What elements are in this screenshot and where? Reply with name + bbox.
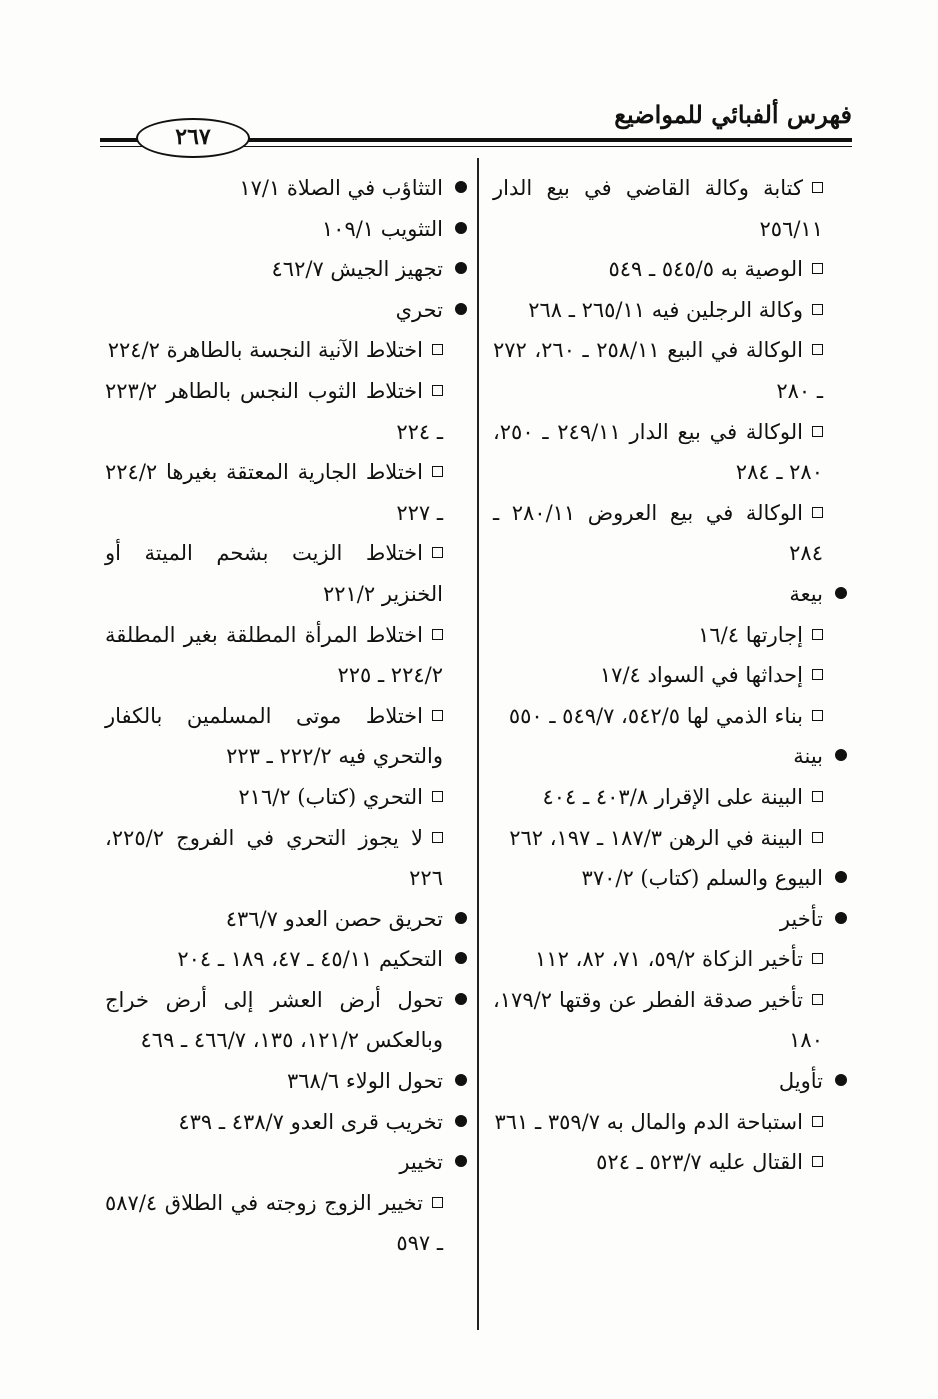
entry-text: البينة في الرهن ١٨٧/٣ ـ ١٩٧، ٢٦٢ bbox=[509, 825, 803, 850]
entry-text: تحري bbox=[395, 297, 443, 322]
index-subentry bbox=[105, 1183, 443, 1264]
bullet-icon bbox=[455, 1115, 467, 1127]
index-entry bbox=[105, 168, 443, 209]
entry-text: وكالة الرجلين فيه ٢٦٥/١١ ـ ٢٦٨ bbox=[528, 297, 803, 322]
entry-text: التثاؤب في الصلاة ١٧/١ bbox=[239, 176, 443, 200]
index-entry bbox=[105, 209, 443, 250]
entry-text: القتال عليه ٥٢٣/٧ ـ ٥٢٤ bbox=[596, 1150, 803, 1175]
square-bullet-icon bbox=[432, 710, 443, 721]
index-subentry bbox=[493, 412, 823, 493]
square-bullet-icon bbox=[432, 385, 443, 396]
index-subentry bbox=[105, 330, 443, 371]
entry-text: الوكالة في بيع الدار ٢٤٩/١١ ـ ٢٥٠، ٢٨٠ ـ ٢٨٤ bbox=[493, 419, 823, 485]
page-header bbox=[100, 96, 852, 158]
entry-text: تأخير صدقة الفطر عن وقتها ١٧٩/٢، ١٨٠ bbox=[493, 987, 823, 1053]
index-subentry bbox=[493, 655, 823, 696]
index-subentry bbox=[493, 168, 823, 249]
entry-text: بيعة bbox=[789, 581, 823, 606]
entry-text: إجارتها ١٦/٤ bbox=[698, 622, 803, 647]
square-bullet-icon bbox=[812, 426, 823, 437]
index-entry bbox=[105, 1142, 443, 1183]
entry-text: اختلاط موتى المسلمين بالكفار والتحري فيه ٢٢٢/٢ ـ ٢٢٣ bbox=[105, 703, 443, 769]
square-bullet-icon bbox=[812, 832, 823, 843]
square-bullet-icon bbox=[812, 710, 823, 721]
index-subentry bbox=[493, 980, 823, 1061]
square-bullet-icon bbox=[432, 832, 443, 843]
entry-text: بناء الذمي لها ٥٤٢/٥، ٥٤٩/٧ ـ ٥٥٠ bbox=[508, 703, 803, 728]
index-entry bbox=[105, 1102, 443, 1143]
index-column-right bbox=[493, 168, 823, 1183]
square-bullet-icon bbox=[812, 263, 823, 274]
bullet-icon bbox=[835, 587, 847, 599]
column-divider bbox=[477, 158, 479, 1330]
entry-text: اختلاط الثوب النجس بالطاهر ٢٢٣/٢ ـ ٢٢٤ bbox=[105, 378, 443, 444]
bullet-icon bbox=[455, 262, 467, 274]
entry-text: استباحة الدم والمال به ٣٥٩/٧ ـ ٣٦١ bbox=[494, 1109, 803, 1134]
index-entry bbox=[105, 290, 443, 331]
index-column-left bbox=[105, 168, 443, 1264]
entry-text: كتابة وكالة القاضي في بيع الدار ٢٥٦/١١ bbox=[493, 176, 823, 241]
entry-text: الوكالة في البيع ٢٥٨/١١ ـ ٢٦٠، ٢٧٢ ـ ٢٨٠ bbox=[493, 338, 823, 403]
entry-text: اختلاط المرأة المطلقة بغير المطلقة ٢٢٤/٢ ـ ٢٢٥ bbox=[105, 622, 443, 688]
square-bullet-icon bbox=[432, 791, 443, 802]
index-entry bbox=[105, 249, 443, 290]
entry-text: تأويل bbox=[778, 1069, 823, 1094]
entry-text: تخيير الزوج زوجته في الطلاق ٥٨٧/٤ ـ ٥٩٧ bbox=[105, 1190, 443, 1256]
bullet-icon bbox=[455, 1155, 467, 1167]
entry-text: تخيير bbox=[399, 1150, 443, 1175]
bullet-icon bbox=[455, 993, 467, 1005]
square-bullet-icon bbox=[432, 344, 443, 355]
bullet-icon bbox=[455, 1074, 467, 1086]
square-bullet-icon bbox=[432, 466, 443, 477]
entry-text: إحداثها في السواد ١٧/٤ bbox=[599, 663, 803, 688]
square-bullet-icon bbox=[812, 182, 823, 193]
entry-text: تجهيز الجيش ٤٦٢/٧ bbox=[271, 257, 443, 282]
index-subentry bbox=[493, 330, 823, 411]
index-subentry bbox=[105, 777, 443, 818]
index-entry bbox=[493, 736, 823, 777]
entry-text: البينة على الإقرار ٤٠٣/٨ ـ ٤٠٤ bbox=[542, 784, 803, 809]
entry-text: اختلاط الآنية النجسة بالطاهرة ٢٢٤/٢ bbox=[107, 338, 423, 363]
entry-text: التثويب ١٠٩/١ bbox=[321, 216, 443, 241]
entry-text: اختلاط الجارية المعتقة بغيرها ٢٢٤/٢ ـ ٢٢٧ bbox=[105, 460, 443, 525]
bullet-icon bbox=[835, 749, 847, 761]
index-subentry bbox=[105, 818, 443, 899]
index-subentry bbox=[493, 493, 823, 574]
index-entry bbox=[105, 980, 443, 1061]
index-subentry bbox=[493, 939, 823, 980]
entry-text: الوصية به ٥٤٥/٥ ـ ٥٤٩ bbox=[608, 257, 803, 282]
entry-text: تأخير الزكاة ٥٩/٢، ٧١، ٨٢، ١١٢ bbox=[535, 947, 803, 972]
square-bullet-icon bbox=[812, 994, 823, 1005]
square-bullet-icon bbox=[432, 1197, 443, 1208]
page-title: فهرس ألفبائي للمواضيع bbox=[614, 100, 852, 129]
square-bullet-icon bbox=[812, 1156, 823, 1167]
index-subentry bbox=[105, 696, 443, 777]
entry-text: الوكالة في بيع العروض ٢٨٠/١١ ـ ٢٨٤ bbox=[493, 500, 823, 566]
index-entry bbox=[493, 858, 823, 899]
bullet-icon bbox=[455, 912, 467, 924]
entry-text: لا يجوز التحري في الفروج ٢٢٥/٢، ٢٢٦ bbox=[105, 825, 443, 891]
index-entry bbox=[493, 899, 823, 940]
bullet-icon bbox=[455, 181, 467, 193]
index-entry bbox=[105, 1061, 443, 1102]
index-entry bbox=[493, 574, 823, 615]
entry-text: بينة bbox=[793, 744, 823, 769]
entry-text: البيوع والسلم (كتاب) ٣٧٠/٢ bbox=[581, 866, 823, 891]
square-bullet-icon bbox=[812, 1116, 823, 1127]
entry-text: تحريق حصن العدو ٤٣٦/٧ bbox=[225, 906, 443, 931]
entry-text: تحول أرض العشر إلى أرض خراج وبالعكس ١٢١/٢، ١٣٥، ٤٦٦/٧ ـ ٤٦٩ bbox=[105, 987, 443, 1053]
index-subentry bbox=[493, 615, 823, 656]
entry-text: التحكيم ٤٥/١١ ـ ٤٧، ١٨٩ ـ ٢٠٤ bbox=[177, 947, 443, 972]
index-entry bbox=[105, 899, 443, 940]
index-entry bbox=[493, 1061, 823, 1102]
entry-text: تخريب قرى العدو ٤٣٨/٧ ـ ٤٣٩ bbox=[178, 1109, 443, 1134]
entry-text: تأخير bbox=[779, 906, 823, 931]
square-bullet-icon bbox=[812, 791, 823, 802]
bullet-icon bbox=[455, 222, 467, 234]
square-bullet-icon bbox=[812, 344, 823, 355]
index-entry bbox=[105, 939, 443, 980]
bullet-icon bbox=[455, 303, 467, 315]
square-bullet-icon bbox=[812, 629, 823, 640]
index-subentry bbox=[493, 818, 823, 859]
bullet-icon bbox=[455, 952, 467, 964]
entry-text: التحري (كتاب) ٢١٦/٢ bbox=[238, 784, 423, 809]
entry-text: تحول الولاء ٣٦٨/٦ bbox=[287, 1069, 443, 1094]
bullet-icon bbox=[835, 871, 847, 883]
index-subentry bbox=[105, 452, 443, 533]
index-subentry bbox=[493, 1102, 823, 1143]
index-subentry bbox=[105, 615, 443, 696]
index-subentry bbox=[493, 1142, 823, 1183]
square-bullet-icon bbox=[432, 547, 443, 558]
entry-text: اختلاط الزيت بشحم الميتة أو الخنزير ٢٢١/٢ bbox=[105, 541, 443, 606]
bullet-icon bbox=[835, 912, 847, 924]
index-subentry bbox=[493, 290, 823, 331]
index-subentry bbox=[105, 371, 443, 452]
index-subentry bbox=[493, 777, 823, 818]
page-number: ٢٦٧ bbox=[136, 118, 250, 158]
square-bullet-icon bbox=[812, 507, 823, 518]
square-bullet-icon bbox=[812, 669, 823, 680]
index-subentry bbox=[105, 533, 443, 614]
square-bullet-icon bbox=[812, 953, 823, 964]
index-subentry bbox=[493, 249, 823, 290]
square-bullet-icon bbox=[812, 304, 823, 315]
index-subentry bbox=[493, 696, 823, 737]
square-bullet-icon bbox=[432, 629, 443, 640]
bullet-icon bbox=[835, 1074, 847, 1086]
